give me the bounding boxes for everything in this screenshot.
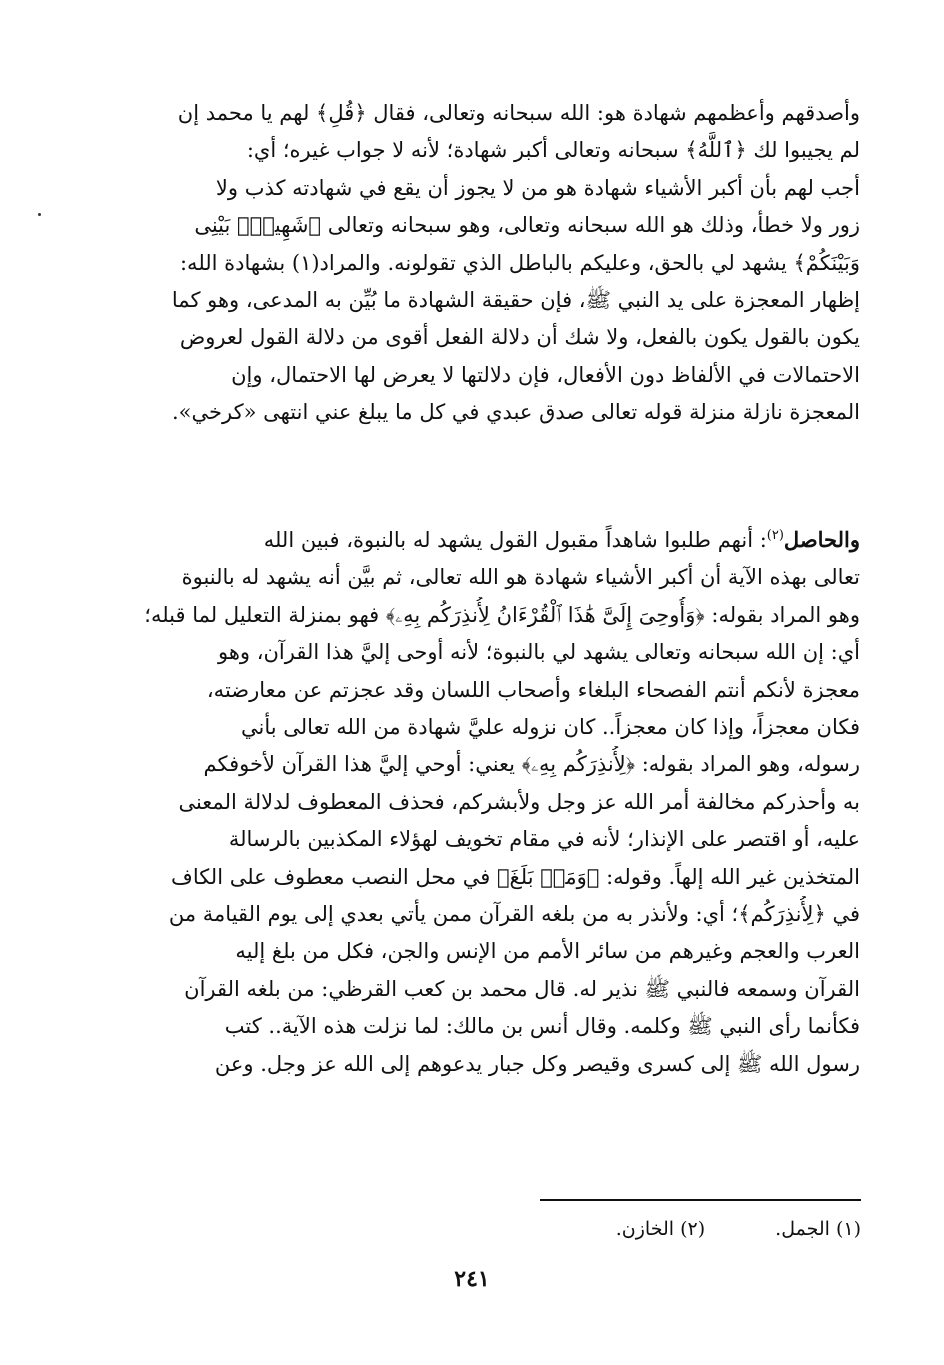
- text-line: الاحتمالات في الألفاظ دون الأفعال، فإن دلالتها لا يعرض لها الاحتمال، وإن: [231, 362, 860, 387]
- text-line: زور ولا خطأ، وذلك هو الله سبحانه وتعالى، وهو سبحانه وتعالى ﴿شَهِيدٌۢ بَيْنِى: [194, 213, 860, 238]
- text-line: تعالى بهذه الآية أن أكبر الأشياء شهادة هو الله تعالى، ثم بيَّن أنه يشهد له بالنبوة: [181, 565, 860, 590]
- text-line: أي: إن الله سبحانه وتعالى يشهد لي بالنبوة؛ لأنه أوحى إليَّ هذا القرآن، وهو: [217, 640, 860, 665]
- text-line: فكان معجزاً، وإذا كان معجزاً.. كان نزوله عليَّ شهادة من الله تعالى بأني: [241, 715, 860, 740]
- text-line: لم يجيبوا لك ﴿ٱللَّهُ﴾ سبحانه وتعالى أكبر شهادة؛ لأنه لا جواب غيره؛ أي:: [246, 138, 860, 163]
- text-line: القرآن وسمعه فالنبي ﷺ نذير له. قال محمد بن كعب القرظي: من بلغه القرآن: [184, 976, 860, 1001]
- footnote-1: (١) الجمل.: [775, 1218, 861, 1240]
- text-line: المتخذين غير الله إلهاً. وقوله: ﴿وَمَنۢ بَلَغَ﴾ في محل النصب معطوف على الكاف: [171, 864, 860, 889]
- text-line: في ﴿لِأُنذِرَكُم﴾؛ أي: ولأنذر به من بلغه القرآن ممن يأتي بعدي إلى يوم القيامة من: [168, 902, 860, 927]
- text-line: رسوله، وهو المراد بقوله: ﴿لِأُنذِرَكُم بِهِۦ﴾ يعني: أوحي إليَّ هذا القرآن لأخوفكم: [203, 752, 860, 777]
- text-line: وَبَيْنَكُمْ﴾ يشهد لي بالحق، وعليكم بالباطل الذي تقولونه. والمراد(١) بشهادة الله:: [179, 250, 860, 275]
- text-line: فكأنما رأى النبي ﷺ وكلمه. وقال أنس بن مالك: لما نزلت هذه الآية.. كتب: [224, 1014, 860, 1039]
- page-number: ٢٤١: [454, 1266, 490, 1292]
- text-line: به وأحذركم مخالفة أمر الله عز وجل ولأبشركم، فحذف المعطوف لدلالة المعنى: [178, 789, 860, 814]
- scan-speck: [38, 213, 41, 216]
- paragraph-2: [84, 521, 860, 1083]
- text-line: يكون بالقول يكون بالفعل، ولا شك أن دلالة الفعل أقوى من دلالة القول لعروض: [179, 325, 860, 350]
- text-fragment: : أنهم طلبوا شاهداً مقبول القول يشهد له بالنبوة، فبين الله: [263, 528, 767, 552]
- paragraph-lead: والحاصل: [783, 527, 860, 552]
- text-line: وهو المراد بقوله: ﴿وَأُوحِىَ إِلَىَّ هَٰذَا ٱلْقُرْءَانُ لِأُنذِرَكُم بِهِۦ﴾ فهو بمنزلة التعليل لما قبله؛: [144, 602, 860, 627]
- text-line: إظهار المعجزة على يد النبي ﷺ، فإن حقيقة الشهادة ما بُيِّن به المدعى، وهو كما: [171, 288, 860, 313]
- text-line: وأصدقهم وأعظمهم شهادة هو: الله سبحانه وتعالى، فقال ﴿قُلِ﴾ لهم يا محمد إن: [177, 101, 860, 125]
- footnote-2: (٢) الخازن.: [615, 1218, 706, 1240]
- text-line: عليه، أو اقتصر على الإنذار؛ لأنه في مقام تخويف لهؤلاء المكذبين بالرسالة: [228, 827, 860, 852]
- footnote-divider: [540, 1199, 861, 1201]
- text-line: المعجزة نازلة منزلة قوله تعالى صدق عبدي في كل ما يبلغ عني انتهى «كرخي».: [171, 400, 860, 425]
- text-line: معجزة لأنكم أنتم الفصحاء البلغاء وأصحاب اللسان وقد عجزتم عن معارضته،: [206, 677, 860, 702]
- text-line: العرب والعجم وغيرهم من سائر الأمم من الإنس والجن، فكل من بلغ إليه: [235, 939, 860, 964]
- paragraph-1: [84, 95, 860, 432]
- text-line: رسول الله ﷺ إلى كسرى وقيصر وكل جبار يدعوهم إلى الله عز وجل. وعن: [214, 1051, 860, 1076]
- footnotes: [320, 1218, 861, 1240]
- text-line-first: [84, 521, 860, 559]
- footnote-marker: (٢): [766, 528, 784, 543]
- text-line: أجب لهم بأن أكبر الأشياء شهادة هو من لا يجوز أن يقع في شهادته كذب ولا: [215, 175, 860, 200]
